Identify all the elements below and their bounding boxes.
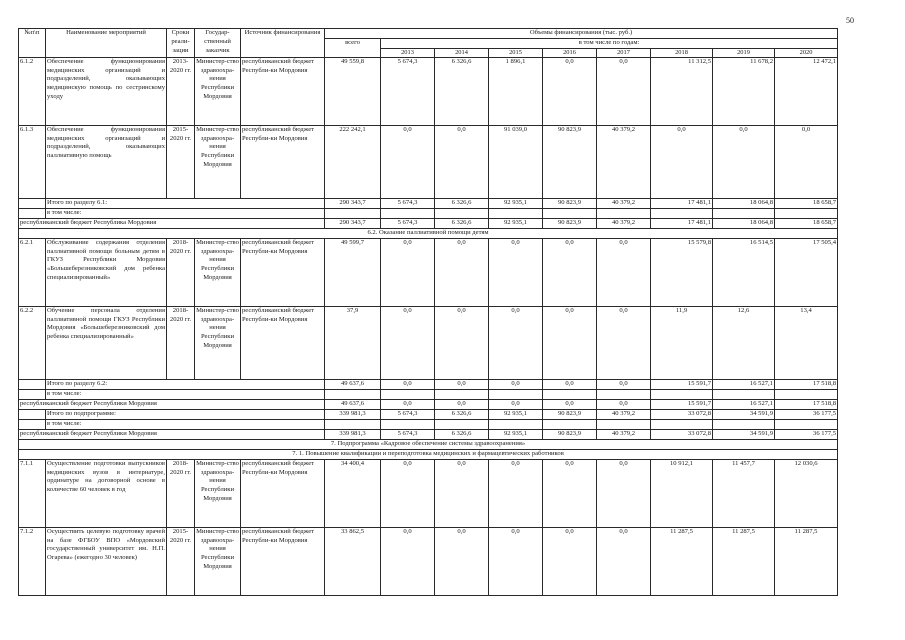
table-row — [19, 238, 838, 306]
row-value: 0,0 — [435, 527, 489, 595]
row-value: 12 030,6 — [775, 459, 838, 527]
row-terms: 2013-2020 гг. — [167, 57, 195, 125]
year-header: 2013 — [381, 48, 435, 57]
row-value: 11 678,2 — [713, 57, 775, 125]
budget-value: 339 981,3 — [325, 429, 381, 439]
row-value: 0,0 — [597, 306, 651, 379]
year-header: 2014 — [435, 48, 489, 57]
row-activity: Обеспечение функционирования медицинских организаций и подразделений, оказывающих паллиативную помощь — [46, 125, 167, 198]
row-num: 7.1.2 — [19, 527, 46, 595]
row-value: 11 312,5 — [651, 57, 713, 125]
row-value: 0,0 — [543, 527, 597, 595]
row-source: республиканский бюджет Республи-ки Мордовия — [241, 125, 325, 198]
row-customer: Министер-ство здравоохра-нения Республики Мордовия — [195, 459, 241, 527]
subprogram-total-value: 34 591,9 — [713, 409, 775, 419]
header-customer: Государ-ственный заказчик — [195, 29, 241, 58]
row-source: республиканский бюджет Республи-ки Мордовия — [241, 57, 325, 125]
financing-table — [18, 28, 838, 596]
table-row — [19, 125, 838, 198]
row-value: 1 896,1 — [489, 57, 543, 125]
row-activity: Обслуживание содержания отделения паллиативной помощи больным детям в ГКУЗ Республики Мордовия «Большеберезниковский дом ребенка специализированный» — [46, 238, 167, 306]
row-value: 12 472,1 — [775, 57, 838, 125]
total-value: 0,0 — [597, 379, 651, 389]
total-value: 49 637,6 — [325, 379, 381, 389]
row-value: 11 287,5 — [775, 527, 838, 595]
header-source: Источник финансирования — [241, 29, 325, 58]
total-value: 17 518,8 — [775, 379, 838, 389]
row-value: 0,0 — [381, 527, 435, 595]
section-title: 6.2. Оказание паллиативной помощи детям — [19, 228, 838, 238]
year-header: 2015 — [489, 48, 543, 57]
row-terms: 2018-2020 гг. — [167, 306, 195, 379]
row-terms: 2015-2020 гг. — [167, 527, 195, 595]
total-value: 40 379,2 — [597, 198, 651, 208]
subprogram-total-value: 40 379,2 — [597, 409, 651, 419]
row-value: 0,0 — [381, 238, 435, 306]
row-value: 0,0 — [597, 57, 651, 125]
header-total: всего — [325, 39, 381, 58]
total-value: 18 064,8 — [713, 198, 775, 208]
budget-value: 90 823,9 — [543, 429, 597, 439]
subprogram-total-row — [19, 409, 838, 419]
total-value: 16 527,1 — [713, 379, 775, 389]
budget-row — [19, 218, 838, 228]
total-value: 92 935,1 — [489, 198, 543, 208]
table-row — [19, 527, 838, 595]
incl-row — [19, 419, 838, 429]
total-label: Итого по разделу 6.1: — [46, 198, 325, 208]
subprogram-total-value: 36 177,5 — [775, 409, 838, 419]
row-value: 11 287,5 — [651, 527, 713, 595]
budget-value: 6 326,6 — [435, 218, 489, 228]
budget-value: 40 379,2 — [597, 429, 651, 439]
row-value: 0,0 — [651, 125, 713, 198]
row-source: республиканский бюджет Республи-ки Мордовия — [241, 527, 325, 595]
budget-value: 5 674,3 — [381, 429, 435, 439]
row-value: 0,0 — [543, 306, 597, 379]
row-value: 0,0 — [489, 459, 543, 527]
header-terms: Сроки реали-зации — [167, 29, 195, 58]
table-row — [19, 57, 838, 125]
total-value: 90 823,9 — [543, 198, 597, 208]
incl-label: в том числе: — [46, 208, 325, 218]
subprogram-total-label: Итого по подпрограмме: — [46, 409, 325, 419]
section-title: 7. 1. Повышение квалификации и переподготовка медицинских и фармацевтических работников — [19, 449, 838, 459]
row-value: 0,0 — [489, 527, 543, 595]
row-total: 49 559,8 — [325, 57, 381, 125]
row-value: 0,0 — [381, 125, 435, 198]
total-row — [19, 198, 838, 208]
budget-value: 34 591,9 — [713, 429, 775, 439]
row-terms: 2018-2020 гг. — [167, 238, 195, 306]
budget-value: 92 935,1 — [489, 429, 543, 439]
row-value: 0,0 — [775, 125, 838, 198]
budget-value: 36 177,5 — [775, 429, 838, 439]
row-customer: Министер-ство здравоохра-нения Республики Мордовия — [195, 527, 241, 595]
budget-value: 0,0 — [543, 399, 597, 409]
total-value: 15 591,7 — [651, 379, 713, 389]
budget-row — [19, 429, 838, 439]
budget-value: 290 343,7 — [325, 218, 381, 228]
row-total: 222 242,1 — [325, 125, 381, 198]
row-terms: 2015-2020 гг. — [167, 125, 195, 198]
row-terms: 2018-2020 гг. — [167, 459, 195, 527]
row-value: 0,0 — [381, 459, 435, 527]
header-activity: Наименование мероприятий — [46, 29, 167, 58]
budget-value: 5 674,3 — [381, 218, 435, 228]
row-value: 0,0 — [597, 459, 651, 527]
row-num: 7.1.1 — [19, 459, 46, 527]
budget-value: 15 591,7 — [651, 399, 713, 409]
total-value: 0,0 — [381, 379, 435, 389]
row-activity: Обучение персонала отделения паллиативной помощи ГКУЗ Республики Мордовия «Большеберезниковский дом ребенка специализированный» — [46, 306, 167, 379]
budget-label: республиканский бюджет Республика Мордовия — [19, 218, 325, 228]
row-value: 5 674,3 — [381, 57, 435, 125]
row-value: 0,0 — [489, 238, 543, 306]
subprogram-total-value: 339 981,3 — [325, 409, 381, 419]
row-value: 0,0 — [435, 125, 489, 198]
total-value: 0,0 — [489, 379, 543, 389]
header-volume: Объемы финансирования (тыс. руб.) — [325, 29, 838, 39]
row-customer: Министер-ство здравоохра-нения Республики Мордовия — [195, 57, 241, 125]
total-value: 5 674,3 — [381, 198, 435, 208]
incl-label: в том числе: — [46, 389, 325, 399]
row-num: 6.2.2 — [19, 306, 46, 379]
subprogram-total-value: 6 326,6 — [435, 409, 489, 419]
row-value: 0,0 — [489, 306, 543, 379]
row-source: республиканский бюджет Республи-ки Мордовия — [241, 306, 325, 379]
incl-label: в том числе: — [46, 419, 325, 429]
row-value: 0,0 — [435, 238, 489, 306]
row-value: 17 505,4 — [775, 238, 838, 306]
row-value: 13,4 — [775, 306, 838, 379]
budget-value: 18 658,7 — [775, 218, 838, 228]
total-row — [19, 379, 838, 389]
row-customer: Министер-ство здравоохра-нения Республики Мордовия — [195, 306, 241, 379]
budget-value: 0,0 — [381, 399, 435, 409]
budget-label: республиканский бюджет Республики Мордовия — [19, 399, 325, 409]
row-num: 6.1.2 — [19, 57, 46, 125]
incl-row — [19, 389, 838, 399]
row-value: 11,9 — [651, 306, 713, 379]
table-row — [19, 306, 838, 379]
row-value: 40 379,2 — [597, 125, 651, 198]
budget-value: 0,0 — [489, 399, 543, 409]
budget-value: 90 823,9 — [543, 218, 597, 228]
budget-label: республиканский бюджет Республики Мордовия — [19, 429, 325, 439]
row-value: 10 912,1 — [651, 459, 713, 527]
row-value: 0,0 — [597, 527, 651, 595]
incl-row — [19, 208, 838, 218]
row-value: 0,0 — [543, 459, 597, 527]
row-value: 90 823,9 — [543, 125, 597, 198]
total-value: 6 326,6 — [435, 198, 489, 208]
year-header: 2016 — [543, 48, 597, 57]
total-value: 17 481,1 — [651, 198, 713, 208]
subprogram-title: 7. Подпрограмма «Кадровое обеспечение системы здравоохранения» — [19, 439, 838, 449]
row-total: 33 862,5 — [325, 527, 381, 595]
budget-value: 18 064,8 — [713, 218, 775, 228]
row-value: 6 326,6 — [435, 57, 489, 125]
year-header: 2017 — [597, 48, 651, 57]
row-value: 91 039,0 — [489, 125, 543, 198]
row-total: 49 599,7 — [325, 238, 381, 306]
total-value: 0,0 — [543, 379, 597, 389]
year-header: 2018 — [651, 48, 713, 57]
row-customer: Министер-ство здравоохра-нения Республики Мордовия — [195, 238, 241, 306]
year-header: 2019 — [713, 48, 775, 57]
budget-row — [19, 399, 838, 409]
row-value: 11 287,5 — [713, 527, 775, 595]
row-customer: Министер-ство здравоохра-нения Республики Мордовия — [195, 125, 241, 198]
row-value: 0,0 — [435, 459, 489, 527]
total-value: 290 343,7 — [325, 198, 381, 208]
row-value: 0,0 — [543, 57, 597, 125]
budget-value: 6 326,6 — [435, 429, 489, 439]
table-header-row — [19, 29, 838, 39]
budget-value: 17 518,8 — [775, 399, 838, 409]
row-value: 15 579,8 — [651, 238, 713, 306]
header-incl-years: в том числе по годам: — [381, 39, 838, 49]
row-source: республиканский бюджет Республи-ки Мордовия — [241, 238, 325, 306]
row-total: 34 400,4 — [325, 459, 381, 527]
page-number: 50 — [846, 16, 854, 25]
row-value: 16 514,5 — [713, 238, 775, 306]
row-value: 0,0 — [435, 306, 489, 379]
subprogram-total-value: 90 823,9 — [543, 409, 597, 419]
subprogram-total-value: 5 674,3 — [381, 409, 435, 419]
subprogram-total-value: 33 072,8 — [651, 409, 713, 419]
total-value: 18 658,7 — [775, 198, 838, 208]
row-source: республиканский бюджет Республи-ки Мордовия — [241, 459, 325, 527]
row-activity: Осуществление подготовки выпускников медицинских вузов в интернатуре, ординатуре на договорной основе в количестве 60 человек в год — [46, 459, 167, 527]
table-row — [19, 459, 838, 527]
budget-value: 0,0 — [435, 399, 489, 409]
row-value: 0,0 — [381, 306, 435, 379]
row-activity: Осуществить целевую подготовку врачей на базе ФГБОУ ВПО «Мордовский государственный университет им. Н.П. Огарева» (ежегодно 30 человек) — [46, 527, 167, 595]
subprogram-total-value: 92 935,1 — [489, 409, 543, 419]
row-value: 0,0 — [543, 238, 597, 306]
header-num: №п\п — [19, 29, 46, 58]
row-num: 6.1.3 — [19, 125, 46, 198]
budget-value: 49 637,6 — [325, 399, 381, 409]
section-row — [19, 439, 838, 449]
budget-value: 33 072,8 — [651, 429, 713, 439]
budget-value: 0,0 — [597, 399, 651, 409]
row-value: 11 457,7 — [713, 459, 775, 527]
total-label: Итого по разделу 6.2: — [46, 379, 325, 389]
row-value: 12,6 — [713, 306, 775, 379]
year-header: 2020 — [775, 48, 838, 57]
budget-value: 16 527,1 — [713, 399, 775, 409]
budget-value: 17 481,1 — [651, 218, 713, 228]
section-row — [19, 228, 838, 238]
budget-value: 92 935,1 — [489, 218, 543, 228]
row-value: 0,0 — [597, 238, 651, 306]
row-num: 6.2.1 — [19, 238, 46, 306]
total-value: 0,0 — [435, 379, 489, 389]
row-activity: Обеспечение функционирования медицинских организаций и подразделений, оказывающих медицинскую помощь по сестринскому уходу — [46, 57, 167, 125]
row-value: 0,0 — [713, 125, 775, 198]
budget-value: 40 379,2 — [597, 218, 651, 228]
section-row — [19, 449, 838, 459]
row-total: 37,9 — [325, 306, 381, 379]
